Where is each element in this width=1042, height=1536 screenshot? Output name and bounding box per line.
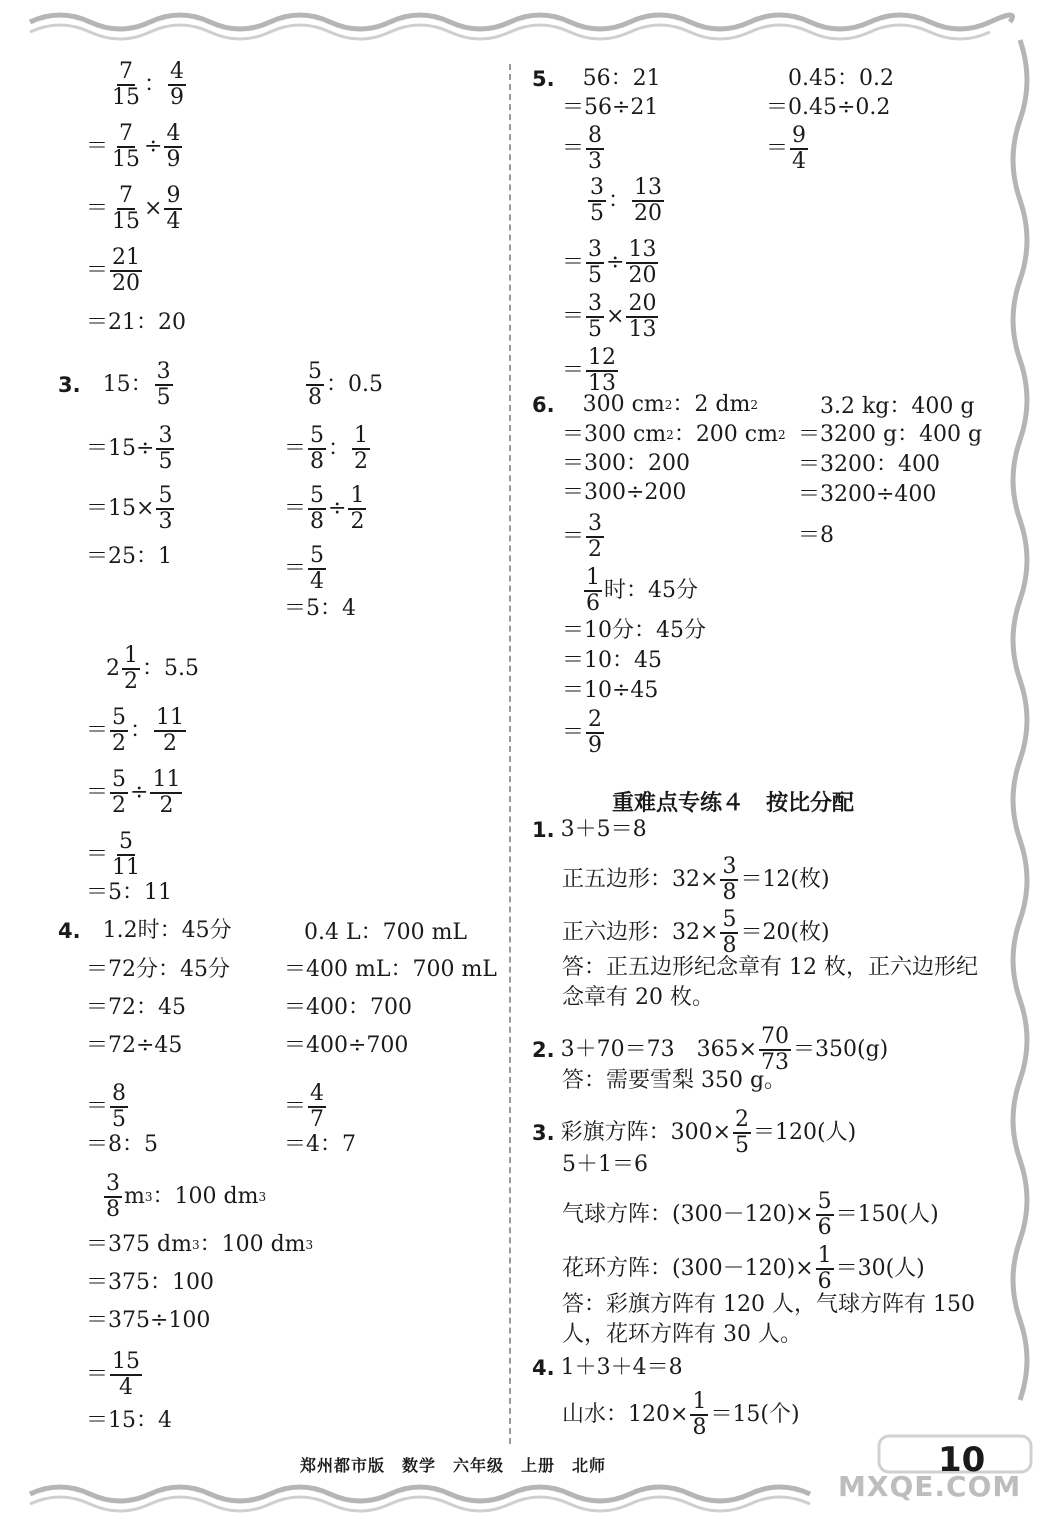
watermark-text: MXQE.COM [838,1470,1022,1503]
q1-l3: 正六边形：32× $\frac{5}{8}$ ＝20(枚) [562,907,830,958]
q4-l2: 山水：120× $\frac{1}{8}$ ＝15(个) [562,1389,800,1440]
p4-c0: 3 8 m 3 ：100 dm 3 [106,1171,267,1222]
p3-a1: ＝15÷ $\frac{3}{5}$ [86,423,173,474]
p5-a2: ＝ 8 3 [562,123,603,174]
fraction: 4 9 [170,59,185,110]
p3-a3: ＝25：1 [86,544,172,569]
p5-c1: ＝ $\frac{3}{5}$ ÷ $\frac{13}{20}$ [562,237,657,288]
page-number: 10 [938,1440,986,1480]
p6-c3: ＝10÷45 [562,678,659,703]
p3-c4: ＝5：11 [86,880,172,905]
p3-c0: 2 1 2 ：5.5 [106,643,199,694]
p3-b4: ＝5：4 [284,596,356,621]
q3-l1: 3. 彩旗方阵：300× $\frac{2}{5}$ ＝120(人) [532,1107,857,1158]
p5-a1: ＝56÷21 [562,95,659,120]
p3-c2: ＝ $\frac{5}{2}$ ÷ $\frac{11}{2}$ [86,767,181,818]
p6-b0: 3.2 kg：400 g [820,394,975,419]
p6-a1: ＝300 cm 2 ：200 cm 2 [562,422,786,447]
p6-a4: ＝ 3 2 [562,511,603,562]
p6-b3: ＝3200÷400 [798,482,937,507]
p4-b3: ＝400÷700 [284,1033,409,1058]
q1-l5: 念章有 20 枚。 [562,985,714,1010]
p2-line-3: ＝ 21 20 [86,245,141,296]
p3-b2: ＝ $\frac{5}{8}$ ÷ $\frac{1}{2}$ [284,483,365,534]
p5-b2: ＝ 9 4 [766,123,807,174]
p4-c4: ＝ 15 4 [86,1349,141,1400]
q1-l2: 正五边形：32× $\frac{3}{8}$ ＝12(枚) [562,854,830,905]
p2-line-1: ＝ $\frac{7}{15}$ ÷ $\frac{4}{9}$ [86,121,181,172]
p2-line-4: ＝21：20 [86,310,186,335]
p6-b2: ＝3200：400 [798,452,940,477]
p6-a0: 6. 300 cm 2 ：2 dm 2 [532,392,758,417]
p6-a3: ＝300÷200 [562,480,687,505]
right-wave-border [1000,0,1042,1420]
p5-b1: ＝0.45÷0.2 [766,95,891,120]
p6-c2: ＝10：45 [562,648,662,673]
fraction: 7 15 [112,59,140,110]
p4-b4: ＝ 4 7 [284,1081,325,1132]
q1-l4: 答：正五边形纪念章有 12 枚，正六边形纪 [562,955,978,980]
p5-b0: 0.45：0.2 [788,66,894,91]
q2-l2: 答：需要雪梨 350 g。 [562,1068,787,1093]
p4-b0: 0.4 L：700 mL [304,920,468,945]
p4-b2: ＝400：700 [284,995,412,1020]
p4-a0: 4. 1.2时：45分 [58,918,232,943]
p4-a4: ＝ 8 5 [86,1081,127,1132]
p4-c5: ＝15：4 [86,1408,172,1433]
q3-l4: 花环方阵：(300－120)× $\frac{1}{6}$ ＝30(人) [562,1243,925,1294]
p4-a5: ＝8：5 [86,1132,158,1157]
p3-b3: ＝ 5 4 [284,543,325,594]
p3-b1: ＝ 5 8 ： 1 2 [284,423,369,474]
p4-b5: ＝4：7 [284,1132,356,1157]
p3-b0: 5 8 ：0.5 [308,359,383,410]
q3-l5: 答：彩旗方阵有 120 人，气球方阵有 150 [562,1292,975,1317]
p2-line-0: 7 15 ： 4 9 [112,59,185,110]
q3-l2: 5＋1＝6 [562,1152,648,1177]
p4-c1: ＝375 dm 3 ：100 dm 3 [86,1232,314,1257]
p4-b1: ＝400 mL：700 mL [284,957,497,982]
p3-c3: ＝ 5 11 [86,829,141,880]
column-divider [509,64,511,1444]
p6-a2: ＝300：200 [562,451,690,476]
section-title: 重难点专练４ 按比分配 [612,791,855,816]
p5-c2: ＝ $\frac{3}{5}$ × $\frac{20}{13}$ [562,291,657,342]
p6-b4: ＝8 [798,523,834,548]
p4-a2: ＝72：45 [86,995,186,1020]
p6-b1: ＝3200 g：400 g [798,422,983,447]
p5-c3: ＝ 12 13 [562,345,617,396]
p4-c3: ＝375÷100 [86,1308,211,1333]
footer-book-info: 郑州都市版 数学 六年级 上册 北师 [300,1456,607,1475]
p3-a2: ＝15× $\frac{5}{3}$ [86,483,173,534]
p4-a3: ＝72÷45 [86,1033,183,1058]
q2-l1: 2. 3＋70＝73 365× $\frac{70}{73}$ ＝350(g) [532,1024,889,1075]
top-wave-border [0,0,1042,48]
q3-l6: 人，花环方阵有 30 人。 [562,1322,802,1347]
p4-a1: ＝72分：45分 [86,957,230,982]
p4-c2: ＝375：100 [86,1270,214,1295]
p6-c4: ＝ 2 9 [562,707,603,758]
q3-l3: 气球方阵：(300－120)× $\frac{5}{6}$ ＝150(人) [562,1189,939,1240]
p6-c0: 1 6 时：45分 [586,565,698,616]
p5-c0: 3 5 ： 13 20 [590,175,663,226]
p3-c1: ＝ 5 2 ： 11 2 [86,705,185,756]
q1-l1: 1. 3＋5＝8 [532,817,647,842]
p3-a0: 3. 15： 3 5 [58,359,171,410]
q4-l1: 4. 1＋3＋4＝8 [532,1355,683,1380]
p5-a0: 5. 56：21 [532,66,661,91]
p2-line-2: ＝ $\frac{7}{15}$ × $\frac{9}{4}$ [86,183,181,234]
p6-c1: ＝10分：45分 [562,618,706,643]
